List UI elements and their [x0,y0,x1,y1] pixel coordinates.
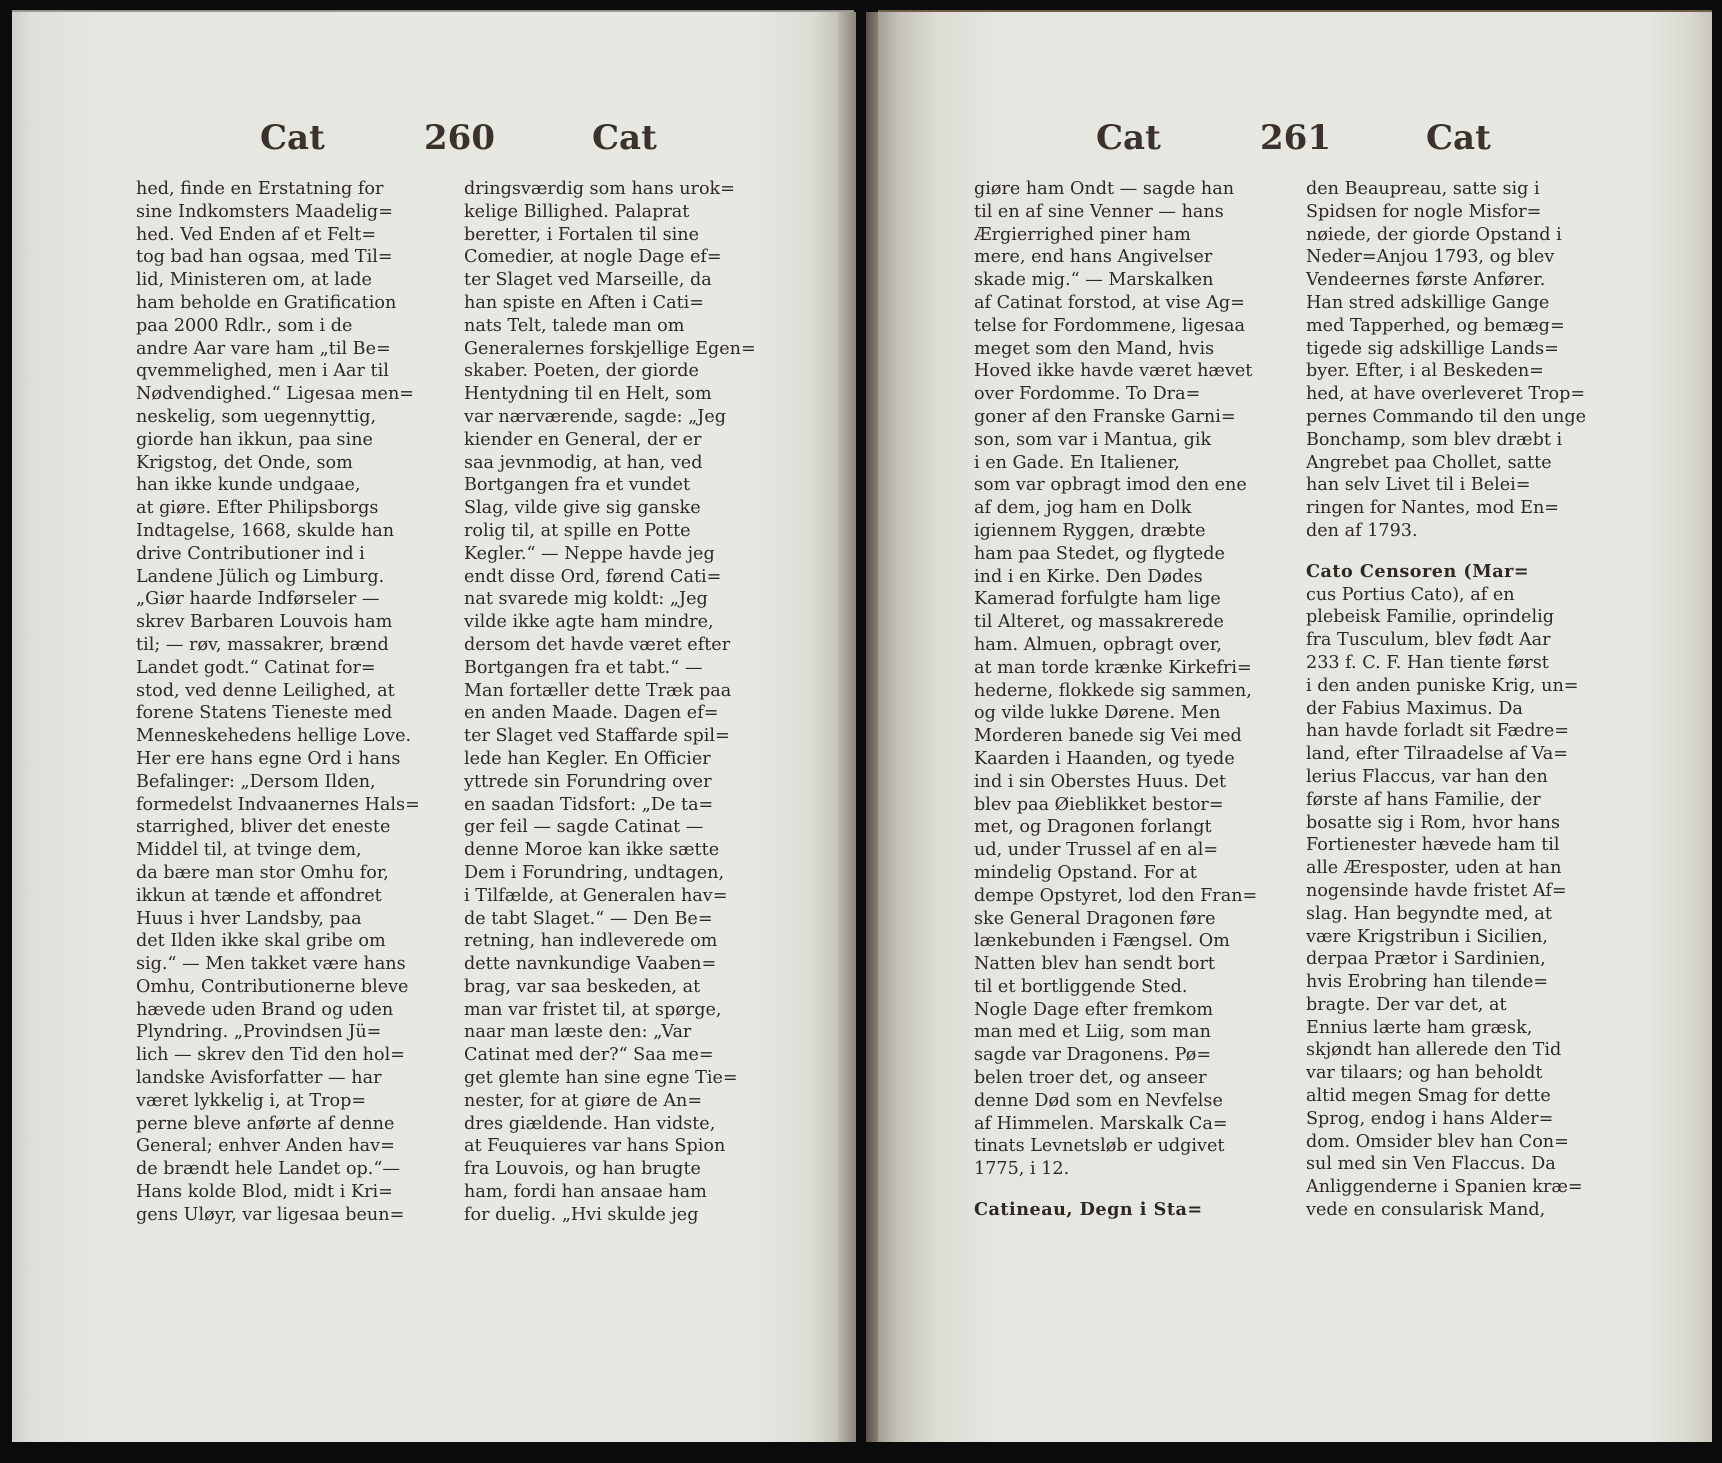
text-line: Spidsen for nogle Misfor= [1306,201,1542,222]
text-line: plebeisk Familie, oprindelig [1306,607,1554,628]
text-line: Dem i Forundring, undtagen, [464,862,725,883]
text-line: Bortgangen fra et vundet [464,475,691,496]
text-line: Kegler.“ — Neppe havde jeg [464,543,715,564]
text-line: Kaarden i Haanden, og tyede [974,748,1235,769]
text-line: altid megen Smag for dette [1306,1086,1551,1107]
right-header-left-word: Cat [1096,118,1161,158]
text-line: endt disse Ord, førend Cati= [464,566,722,587]
text-line: til en af sine Venner — hans [974,201,1224,222]
text-line: goner af den Franske Garni= [974,406,1236,427]
text-line: kiender en General, der er [464,429,702,450]
text-line: var tilaars; og han beholdt [1306,1063,1543,1084]
left-page-header [12,118,854,168]
text-line: skade mig.“ — Marskalken [974,270,1214,291]
text-line: at Feuquieres var hans Spion [464,1136,726,1157]
text-line: han spiste en Aften i Cati= [464,292,705,313]
text-line: Generalernes forskjellige Egen= [464,338,756,359]
text-line: Kamerad forfulgte ham lige [974,589,1221,610]
text-line: ter Slaget ved Marseille, da [464,270,712,291]
text-line: perne bleve anførte af denne [136,1113,395,1134]
text-line: skrev Barbaren Louvois ham [136,612,393,633]
text-line: fra Louvois, og han brugte [464,1159,701,1180]
text-line: hed. Ved Enden af et Felt= [136,224,377,245]
right-page-column-2 [1306,178,1624,1278]
right-header-right-word: Cat [1426,118,1491,158]
text-line: i Tilfælde, at Generalen hav= [464,885,728,906]
text-line: det Ilden ikke skal gribe om [136,931,386,952]
left-page-column-1 [136,178,448,1278]
text-line: blev paa Øieblikket bestor= [974,794,1224,815]
text-line: en saadan Tidsfort: „De ta= [464,794,714,815]
text-line: bragte. Der var det, at [1306,994,1507,1015]
text-line: tog bad han ogsaa, med Til= [136,247,393,268]
text-line: igiennem Ryggen, dræbte [974,520,1206,541]
text-line: ind i en Kirke. Den Dødes [974,566,1203,587]
text-line: været lykkelig i, at Trop= [136,1090,367,1111]
right-page-header [878,118,1712,168]
text-line: Hans kolde Blod, midt i Kri= [136,1182,393,1203]
text-line: til et bortliggende Sted. [974,976,1188,997]
text-line: Natten blev han sendt bort [974,954,1215,975]
text-line: landske Avisforfatter — har [136,1068,382,1089]
text-line: af Himmelen. Marskalk Ca= [974,1113,1228,1134]
text-line: giorde han ikkun, paa sine [136,429,373,450]
text-line: lede han Kegler. En Officier [464,748,711,769]
text-line: man var fristet til, at spørge, [464,999,722,1020]
text-line: sig.“ — Men takket være hans [136,954,406,975]
text-line: Plyndring. „Provindsen Jü= [136,1022,382,1043]
text-line: formedelst Indvaanernes Hals= [136,794,420,815]
text-line: nogensinde havde fristet Af= [1306,880,1567,901]
text-line: rolig til, at spille en Potte [464,520,691,541]
text-line: Cato Censoren (Mar= [1306,560,1530,582]
text-line: son, som var i Mantua, gik [974,429,1212,450]
text-line: Bonchamp, som blev dræbt i [1306,429,1563,450]
text-line: at giøre. Efter Philipsborgs [136,498,379,519]
text-line: dringsværdig som hans urok= [464,179,735,199]
text-line: vilde ikke agte ham mindre, [464,612,714,633]
right-header-page-number: 261 [1260,118,1331,158]
text-line: get glemte han sine egne Tie= [464,1068,738,1089]
left-page-column-2 [464,178,780,1278]
text-line: Krigstog, det Onde, som [136,452,353,473]
text-line: 233 f. C. F. Han tiente først [1306,652,1549,673]
text-line: telse for Fordommene, ligesaa [974,315,1245,336]
text-line: saa jevnmodig, at han, ved [464,452,703,473]
text-line: Catineau, Degn i Sta= [974,1199,1203,1221]
text-line: lerius Flaccus, var han den [1306,766,1548,787]
text-line: kelige Billighed. Palaprat [464,201,690,222]
text-line: vede en consularisk Mand, [1306,1200,1546,1221]
text-line: da bære man stor Omhu for, [136,862,389,883]
text-line: hvis Erobring han tilende= [1306,972,1549,993]
text-line: som var opbragt imod den ene [974,475,1247,496]
text-line: hed, at have overleveret Trop= [1306,384,1586,405]
text-line: derpaa Prætor i Sardinien, [1306,949,1546,970]
text-line: sine Indkomsters Maadelig= [136,201,393,222]
text-line: Befalinger: „Dersom Ilden, [136,771,376,792]
text-line: tigede sig adskillige Lands= [1306,338,1559,359]
text-line: Comedier, at nogle Dage ef= [464,247,722,268]
text-line: i en Gade. En Italiener, [974,452,1180,473]
text-line: i den anden puniske Krig, un= [1306,675,1579,696]
text-line: Slag, vilde give sig ganske [464,498,701,519]
text-line: Morderen banede sig Vei med [974,726,1242,747]
text-line: qvemmelighed, men i Aar til [136,361,389,382]
right-page-column-1 [974,178,1290,1278]
text-line: de brændt hele Landet op.“— [136,1159,400,1180]
text-line: ger feil — sagde Catinat — [464,817,704,838]
text-line: skjøndt han allerede den Tid [1306,1040,1562,1061]
text-line: den Beaupreau, satte sig i [1306,179,1540,199]
text-line: denne Død som en Nevfelse [974,1090,1223,1111]
text-line: Middel til, at tvinge dem, [136,840,362,861]
text-line: beretter, i Fortalen til sine [464,224,700,245]
text-line: Omhu, Contributionerne bleve [136,976,409,997]
text-line: bosatte sig i Rom, hvor hans [1306,812,1561,833]
text-line: Fortienester hævede ham til [1306,835,1560,856]
text-line: var nærværende, sagde: „Jeg [464,406,727,427]
text-line: nester, for at giøre de An= [464,1090,703,1111]
text-line: Hentydning til en Helt, som [464,384,712,405]
text-line: met, og Dragonen forlangt [974,817,1212,838]
text-line: „Giør haarde Indførseler — [136,589,380,610]
text-line: Indtagelse, 1668, skulde han [136,520,395,541]
text-line: pernes Commando til den unge [1306,406,1586,427]
text-line: Landene Jülich og Limburg. [136,566,385,587]
text-line: Hoved ikke havde været hævet [974,361,1253,382]
text-line: Vendeernes første Anfører. [1306,270,1546,291]
book-gutter-left [838,12,856,1442]
text-line: ind i sin Oberstes Huus. Det [974,771,1227,792]
text-line: sul med sin Ven Flaccus. Da [1306,1154,1556,1175]
left-header-page-number: 260 [424,118,495,158]
text-line: der Fabius Maximus. Da [1306,698,1523,719]
text-line: ringen for Nantes, mod En= [1306,498,1560,519]
text-line: tinats Levnetsløb er udgivet [974,1136,1225,1157]
text-line: stod, ved denne Leilighed, at [136,680,395,701]
text-line: giøre ham Ondt — sagde han [974,179,1235,199]
text-line: lich — skrev den Tid den hol= [136,1045,405,1066]
text-line: nøiede, der giorde Opstand i [1306,224,1562,245]
left-page [12,12,854,1442]
text-line: neskelig, som uegennyttig, [136,406,377,427]
text-line: Nogle Dage efter fremkom [974,999,1214,1020]
text-line: yttrede sin Forundring over [464,771,712,792]
text-line: Anliggenderne i Spanien kræ= [1306,1177,1583,1198]
text-line: slag. Han begyndte med, at [1306,903,1552,924]
text-line: Han stred adskillige Gange [1306,292,1550,313]
text-line: naar man læste den: „Var [464,1022,692,1043]
text-line: denne Moroe kan ikke sætte [464,840,720,861]
text-line: den af 1793. [1306,520,1418,541]
text-line: og vilde lukke Dørene. Men [974,703,1221,724]
text-line: de tabt Slaget.“ — Den Be= [464,908,713,929]
text-line: belen troer det, og anseer [974,1068,1207,1089]
text-line [1306,543,1624,561]
text-line: være Krigstribun i Sicilien, [1306,926,1548,947]
text-line: Angrebet paa Chollet, satte [1306,452,1552,473]
text-line: paa 2000 Rdlr., som i de [136,315,353,336]
text-line: lid, Ministeren om, at lade [136,270,372,291]
text-line: byer. Efter, i al Beskeden= [1306,361,1544,382]
text-line: hederne, flokkede sig sammen, [974,680,1252,701]
text-line: dres giældende. Han vidste, [464,1113,716,1134]
text-line: man med et Liig, som man [974,1022,1211,1043]
text-line: af Catinat forstod, at vise Ag= [974,292,1245,313]
text-line: Man fortæller dette Træk paa [464,680,732,701]
text-line: Nødvendighed.“ Ligesaa men= [136,384,415,405]
text-line: ud, under Trussel af en al= [974,840,1219,861]
text-line: andre Aar vare ham „til Be= [136,338,391,359]
left-header-left-word: Cat [260,118,325,158]
text-line: ham, fordi han ansaae ham [464,1182,707,1203]
text-line: sagde var Dragonens. Pø= [974,1045,1212,1066]
text-line: Menneskehedens hellige Love. [136,726,412,747]
text-line: nat svarede mig koldt: „Jeg [464,589,708,610]
text-line: Her ere hans egne Ord i hans [136,748,401,769]
text-line: dersom det havde været efter [464,634,731,655]
text-line: ham. Almuen, opbragt over, [974,634,1222,655]
text-line: cus Portius Cato), af en [1306,584,1515,605]
text-line: mindelig Opstand. For at [974,862,1197,883]
text-line: Huus i hver Landsby, paa [136,908,362,929]
text-line: drive Contributioner ind i [136,543,365,564]
text-line: han havde forladt sit Fædre= [1306,721,1570,742]
text-line: for duelig. „Hvi skulde jeg [464,1204,699,1225]
text-line: 1775, i 12. [974,1159,1070,1180]
text-line: General; enhver Anden hav= [136,1136,395,1157]
text-line: Ærgierrighed piner ham [974,224,1191,245]
text-line: ikkun at tænde et affondret [136,885,382,906]
text-line: fra Tusculum, blev født Aar [1306,630,1551,651]
text-line: en anden Maade. Dagen ef= [464,703,719,724]
text-line [974,1181,1290,1199]
text-line: land, efter Tilraadelse af Va= [1306,744,1568,765]
text-line: lænkebunden i Fængsel. Om [974,931,1230,952]
text-line: dom. Omsider blev han Con= [1306,1131,1569,1152]
text-line: han ikke kunde undgaae, [136,475,361,496]
text-line: hed, finde en Erstatning for [136,179,384,199]
text-line: alle Æresposter, uden at han [1306,858,1562,879]
text-line: Sprog, endog i hans Alder= [1306,1108,1554,1129]
text-line: starrighed, bliver det eneste [136,817,391,838]
text-line: ske General Dragonen føre [974,908,1216,929]
text-line: over Fordomme. To Dra= [974,384,1201,405]
text-line: mere, end hans Angivelser [974,247,1213,268]
text-line: dempe Opstyret, lod den Fran= [974,885,1258,906]
right-page [878,12,1712,1442]
text-line: brag, var saa beskeden, at [464,976,701,997]
text-line: første af hans Familie, der [1306,789,1541,810]
text-line: at man torde krænke Kirkefri= [974,657,1252,678]
left-header-right-word: Cat [592,118,657,158]
text-line: gens Uløyr, var ligesaa beun= [136,1204,405,1225]
text-line: med Tapperhed, og bemæg= [1306,315,1565,336]
text-line: han selv Livet til i Belei= [1306,475,1531,496]
text-line: nats Telt, talede man om [464,315,685,336]
text-line: ham paa Stedet, og flygtede [974,543,1225,564]
text-line: Ennius lærte ham græsk, [1306,1017,1533,1038]
text-line: Landet godt.“ Catinat for= [136,657,376,678]
text-line: af dem, jog ham en Dolk [974,498,1192,519]
text-line: Bortgangen fra et tabt.“ — [464,657,703,678]
text-line: retning, han indleverede om [464,931,718,952]
text-line: skaber. Poeten, der giorde [464,361,699,382]
text-line: ham beholde en Gratification [136,292,397,313]
text-line: forene Statens Tieneste med [136,703,393,724]
text-line: ter Slaget ved Staffarde spil= [464,726,730,747]
text-line: Catinat med der?“ Saa me= [464,1045,714,1066]
text-line: til; — røv, massakrer, brænd [136,634,389,655]
text-line: hævede uden Brand og uden [136,999,394,1020]
text-line: meget som den Mand, hvis [974,338,1215,359]
text-line: dette navnkundige Vaaben= [464,954,717,975]
text-line: til Alteret, og massakrerede [974,612,1224,633]
text-line: Neder=Anjou 1793, og blev [1306,247,1555,268]
